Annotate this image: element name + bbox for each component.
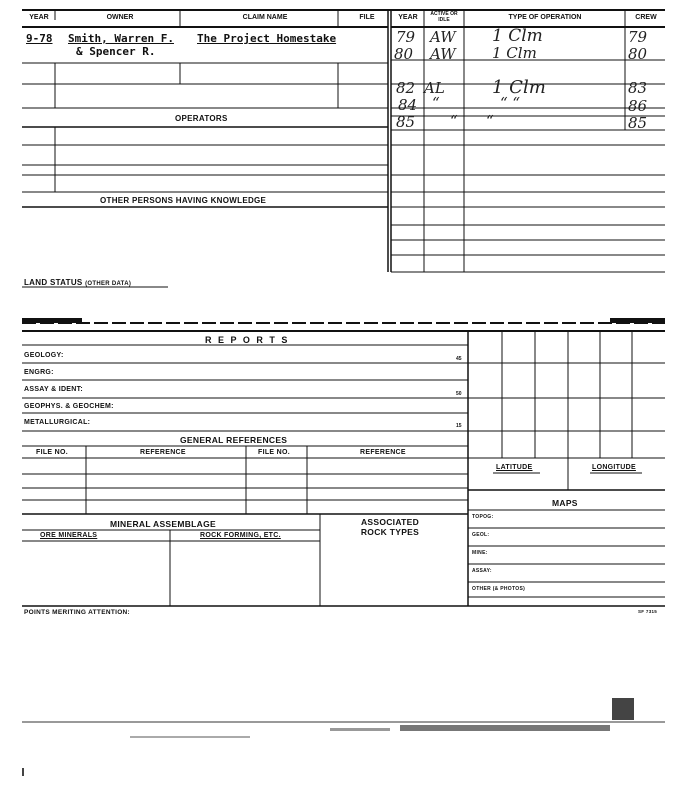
report-geology-num: 45 [456,356,462,362]
record-owner-line2: & Spencer R. [76,45,156,58]
report-engrg: ENGRG: [24,369,54,376]
maps-assay: ASSAY: [472,568,492,574]
land-status-label: LAND STATUS (OTHER DATA) [24,278,132,287]
ore-minerals-label: ORE MINERALS [40,532,98,539]
activity-crew-1: 79 [628,28,648,46]
maps-geol: GEOL: [472,532,490,538]
rock-forming-label: ROCK FORMING, ETC. [200,532,281,539]
ref-file-no-2: FILE NO. [258,449,290,456]
header-owner: OWNER [106,14,134,21]
header-type-of-operation: TYPE OF OPERATION [508,14,582,21]
report-assay: ASSAY & IDENT: [24,386,84,393]
maps-topog: TOPOG: [472,514,494,520]
activity-type-1: 1 Clm [492,26,543,46]
maps-other: OTHER (& PHOTOS) [472,586,526,592]
activity-year-2: 80 [394,45,414,63]
latitude-label: LATITUDE [496,464,533,471]
maps-heading: MAPS [552,498,578,508]
points-meriting-attention: POINTS MERITING ATTENTION: [24,609,131,616]
activity-crew-5: 85 [628,114,648,132]
activity-type-2: 1 Clm [492,44,537,62]
form-number: SF 7315 [638,609,658,614]
activity-status-2: AW [430,45,456,63]
report-geophys: GEOPHYS. & GEOCHEM: [24,403,114,410]
activity-status-1: AW [430,28,456,46]
reports-heading: R E P O R T S [205,335,290,345]
activity-status-5: “ [450,112,458,130]
activity-year-1: 79 [396,28,416,46]
activity-status-3: AL [424,79,445,97]
report-metallurgical: METALLURGICAL: [24,419,91,426]
ref-reference: REFERENCE [140,449,186,456]
header-active-idle: ACTIVE OR IDLE [430,11,458,23]
activity-crew-4: 86 [628,97,648,115]
header-crew: CREW [635,14,657,21]
activity-year-5: 85 [396,113,416,131]
activity-year-4: 84 [398,96,418,114]
operators-heading: OPERATORS [175,114,228,123]
header-year-2: YEAR [398,14,418,21]
header-file: FILE [359,14,375,21]
activity-crew-3: 83 [628,79,648,97]
report-metallurgical-num: 15 [456,423,462,429]
activity-year-3: 82 [396,79,416,97]
record-owner-line1: Smith, Warren F. [68,32,174,45]
mineral-assemblage-heading: MINERAL ASSEMBLAGE [110,519,216,529]
header-year: YEAR [29,14,49,21]
record-year: 9-78 [26,32,53,45]
report-geology: GEOLOGY: [24,352,64,359]
report-assay-num: 50 [456,391,462,397]
ref-file-no: FILE NO. [36,449,68,456]
activity-type-3: 1 Clm [492,77,546,98]
activity-type-4: “ “ [500,94,521,112]
maps-mine: MINE: [472,550,488,556]
activity-status-4: “ [432,94,440,112]
activity-crew-2: 80 [628,45,648,63]
other-persons-heading: OTHER PERSONS HAVING KNOWLEDGE [100,196,267,205]
scan-noise [22,698,634,776]
activity-type-5: “ [486,112,494,130]
longitude-label: LONGITUDE [592,464,636,471]
record-claim-name: The Project Homestake [197,32,337,45]
general-references-heading: GENERAL REFERENCES [180,435,288,445]
associated-rock-types-heading: ASSOCIATED ROCK TYPES [360,517,420,537]
header-claim-name: CLAIM NAME [242,14,288,21]
ref-reference-2: REFERENCE [360,449,406,456]
